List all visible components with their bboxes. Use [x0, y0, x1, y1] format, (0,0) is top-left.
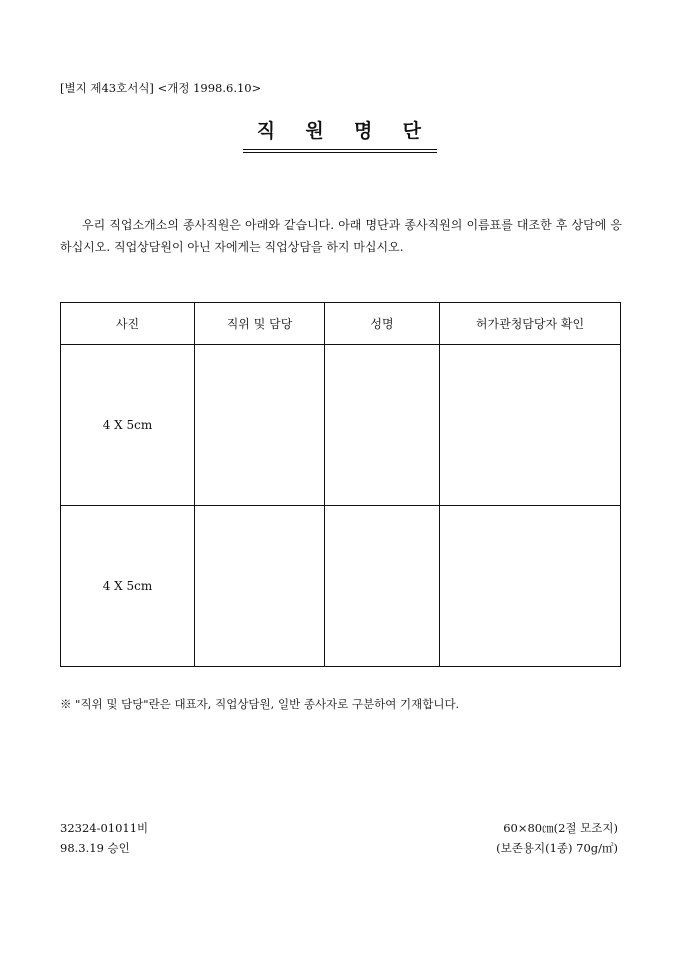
paper-size: 60×80㎝(2절 모조지)	[503, 821, 618, 835]
instruction-note: ※ "직위 및 담당"란은 대표자, 직업상담원, 일반 종사자로 구분하여 기재합니다.	[60, 697, 460, 711]
table-header-row	[61, 303, 621, 345]
position-cell	[195, 345, 325, 506]
footer-left	[60, 818, 148, 858]
header-position: 직위 및 담당	[195, 303, 325, 345]
name-cell	[325, 506, 440, 667]
photo-cell: 4 X 5cm	[61, 345, 195, 506]
title-char: 직	[256, 120, 278, 142]
footer-right	[496, 818, 618, 858]
title-char: 단	[402, 120, 424, 142]
approval-date: 98.3.19 승인	[60, 841, 130, 855]
form-code: 32324-01011비	[60, 821, 149, 835]
page-title	[243, 116, 438, 153]
name-cell	[325, 345, 440, 506]
title-container	[0, 116, 680, 153]
photo-cell: 4 X 5cm	[61, 506, 195, 667]
table-row	[61, 506, 621, 667]
header-name: 성명	[325, 303, 440, 345]
form-number-label: [별지 제43호서식] <개정 1998.6.10>	[60, 81, 262, 95]
staff-table	[60, 302, 621, 667]
header-confirmation: 허가관청담당자 확인	[440, 303, 621, 345]
confirm-cell	[440, 345, 621, 506]
header-photo: 사진	[61, 303, 195, 345]
confirm-cell	[440, 506, 621, 667]
paper-type: (보존용지(1종) 70g/㎡)	[496, 841, 618, 855]
title-char: 원	[305, 120, 326, 142]
title-char: 명	[354, 120, 375, 142]
position-cell	[195, 506, 325, 667]
table-row	[61, 345, 621, 506]
intro-paragraph: 우리 직업소개소의 종사직원은 아래와 같습니다. 아래 명단과 종사직원의 이름표를 대조한 후 상담에 응하십시오. 직업상담원이 아닌 자에게는 직업상담을 하지 마십시오.	[60, 218, 622, 254]
